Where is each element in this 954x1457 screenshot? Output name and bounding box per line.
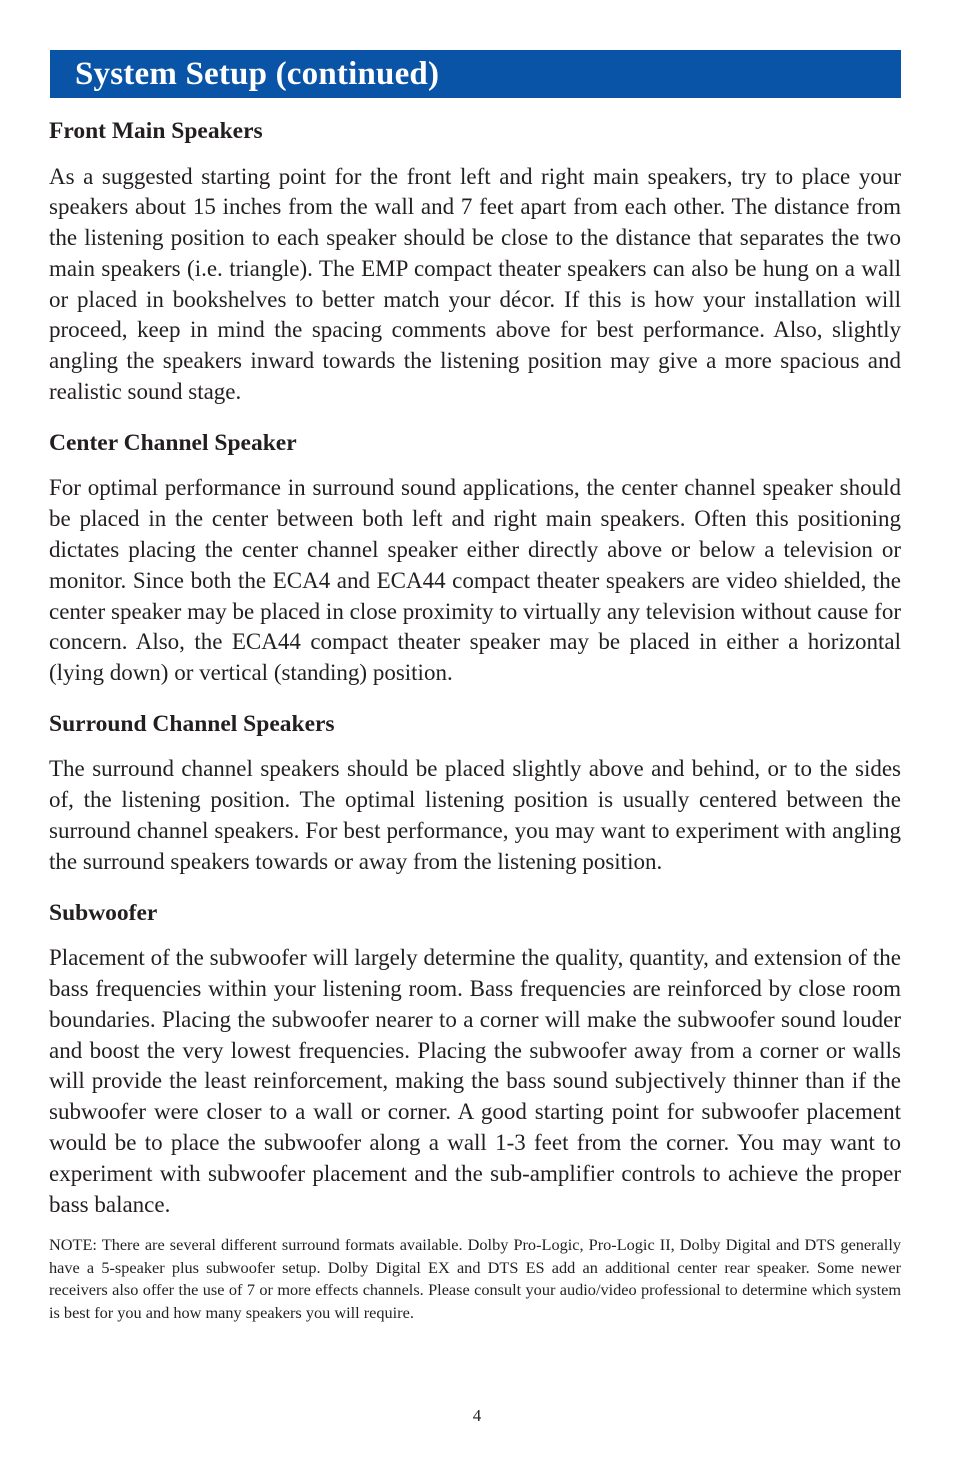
heading-subwoofer: Subwoofer	[49, 899, 158, 926]
paragraph-center-channel-speaker: For optimal performance in surround sound applications, the center channel speaker should be placed in the center between both left and right main speakers. Often this positioning dictates placing the center channel speaker either directly above or below a television or monitor. Since both the ECA4 and ECA44 compact theater speakers are video shielded, the center speaker may be placed in close proximity to virtually any television without cause for concern. Also, the ECA44 compact theater speaker may be placed in either a horizontal (lying down) or vertical (standing) position.	[49, 475, 901, 686]
page-number: 4	[472, 1406, 482, 1425]
paragraph-subwoofer: Placement of the subwoofer will largely determine the quality, quantity, and extension of the bass frequencies within your listening room. Bass frequencies are reinforced by close room boundaries. Placing the subwoofer nearer to a corner will make the subwoofer sound louder and boost the very lowest frequencies. Placing the subwoofer away from a corner or walls will provide the least reinforcement, making the bass sound subjectively thinner than if the subwoofer were closer to a wall or corner. A good starting point for subwoofer placement would be to place the subwoofer along a wall 1-3 feet from the corner. You may want to experiment with subwoofer placement and the sub-amplifier controls to achieve the proper bass balance.	[49, 945, 901, 1217]
section-title-bar	[50, 50, 901, 98]
paragraph-front-main-speakers: As a suggested starting point for the front left and right main speakers, try to place your speakers about 15 inches from the wall and 7 feet apart from each other. The distance from the listening position to each speaker should be close to the distance that separates the two main speakers (i.e. triangle). The EMP compact theater speakers can also be hung on a wall or placed in bookshelves to better match your décor. If this is how your installation will proceed, keep in mind the spacing comments above for best performance. Also, slightly angling the speakers inward towards the listening position may give a more spacious and realistic sound stage.	[49, 163, 901, 405]
paragraph-surround-channel-speakers: The surround channel speakers should be placed slightly above and behind, or to the sides of, the listening position. The optimal listening position is usually centered between the surround channel speakers. For best performance, you may want to experiment with angling the surround speakers towards or away from the listening position.	[49, 756, 901, 874]
heading-surround-channel-speakers: Surround Channel Speakers	[49, 710, 335, 737]
page-content	[49, 50, 901, 1324]
note-text: NOTE: There are several different surround formats available. Dolby Pro-Logic, Pro-Logic II, Dolby Digital and DTS generally have a 5-speaker plus subwoofer setup. Dolby Digital EX and DTS ES add an additional center rear speaker. Some newer receivers also offer the use of 7 or more effects channels. Please consult your audio/video professional to determine which system is best for you and how many speakers you will require.	[49, 1235, 901, 1322]
heading-center-channel-speaker: Center Channel Speaker	[49, 429, 297, 456]
heading-front-main-speakers: Front Main Speakers	[49, 118, 263, 144]
page-title: System Setup (continued)	[75, 55, 440, 92]
